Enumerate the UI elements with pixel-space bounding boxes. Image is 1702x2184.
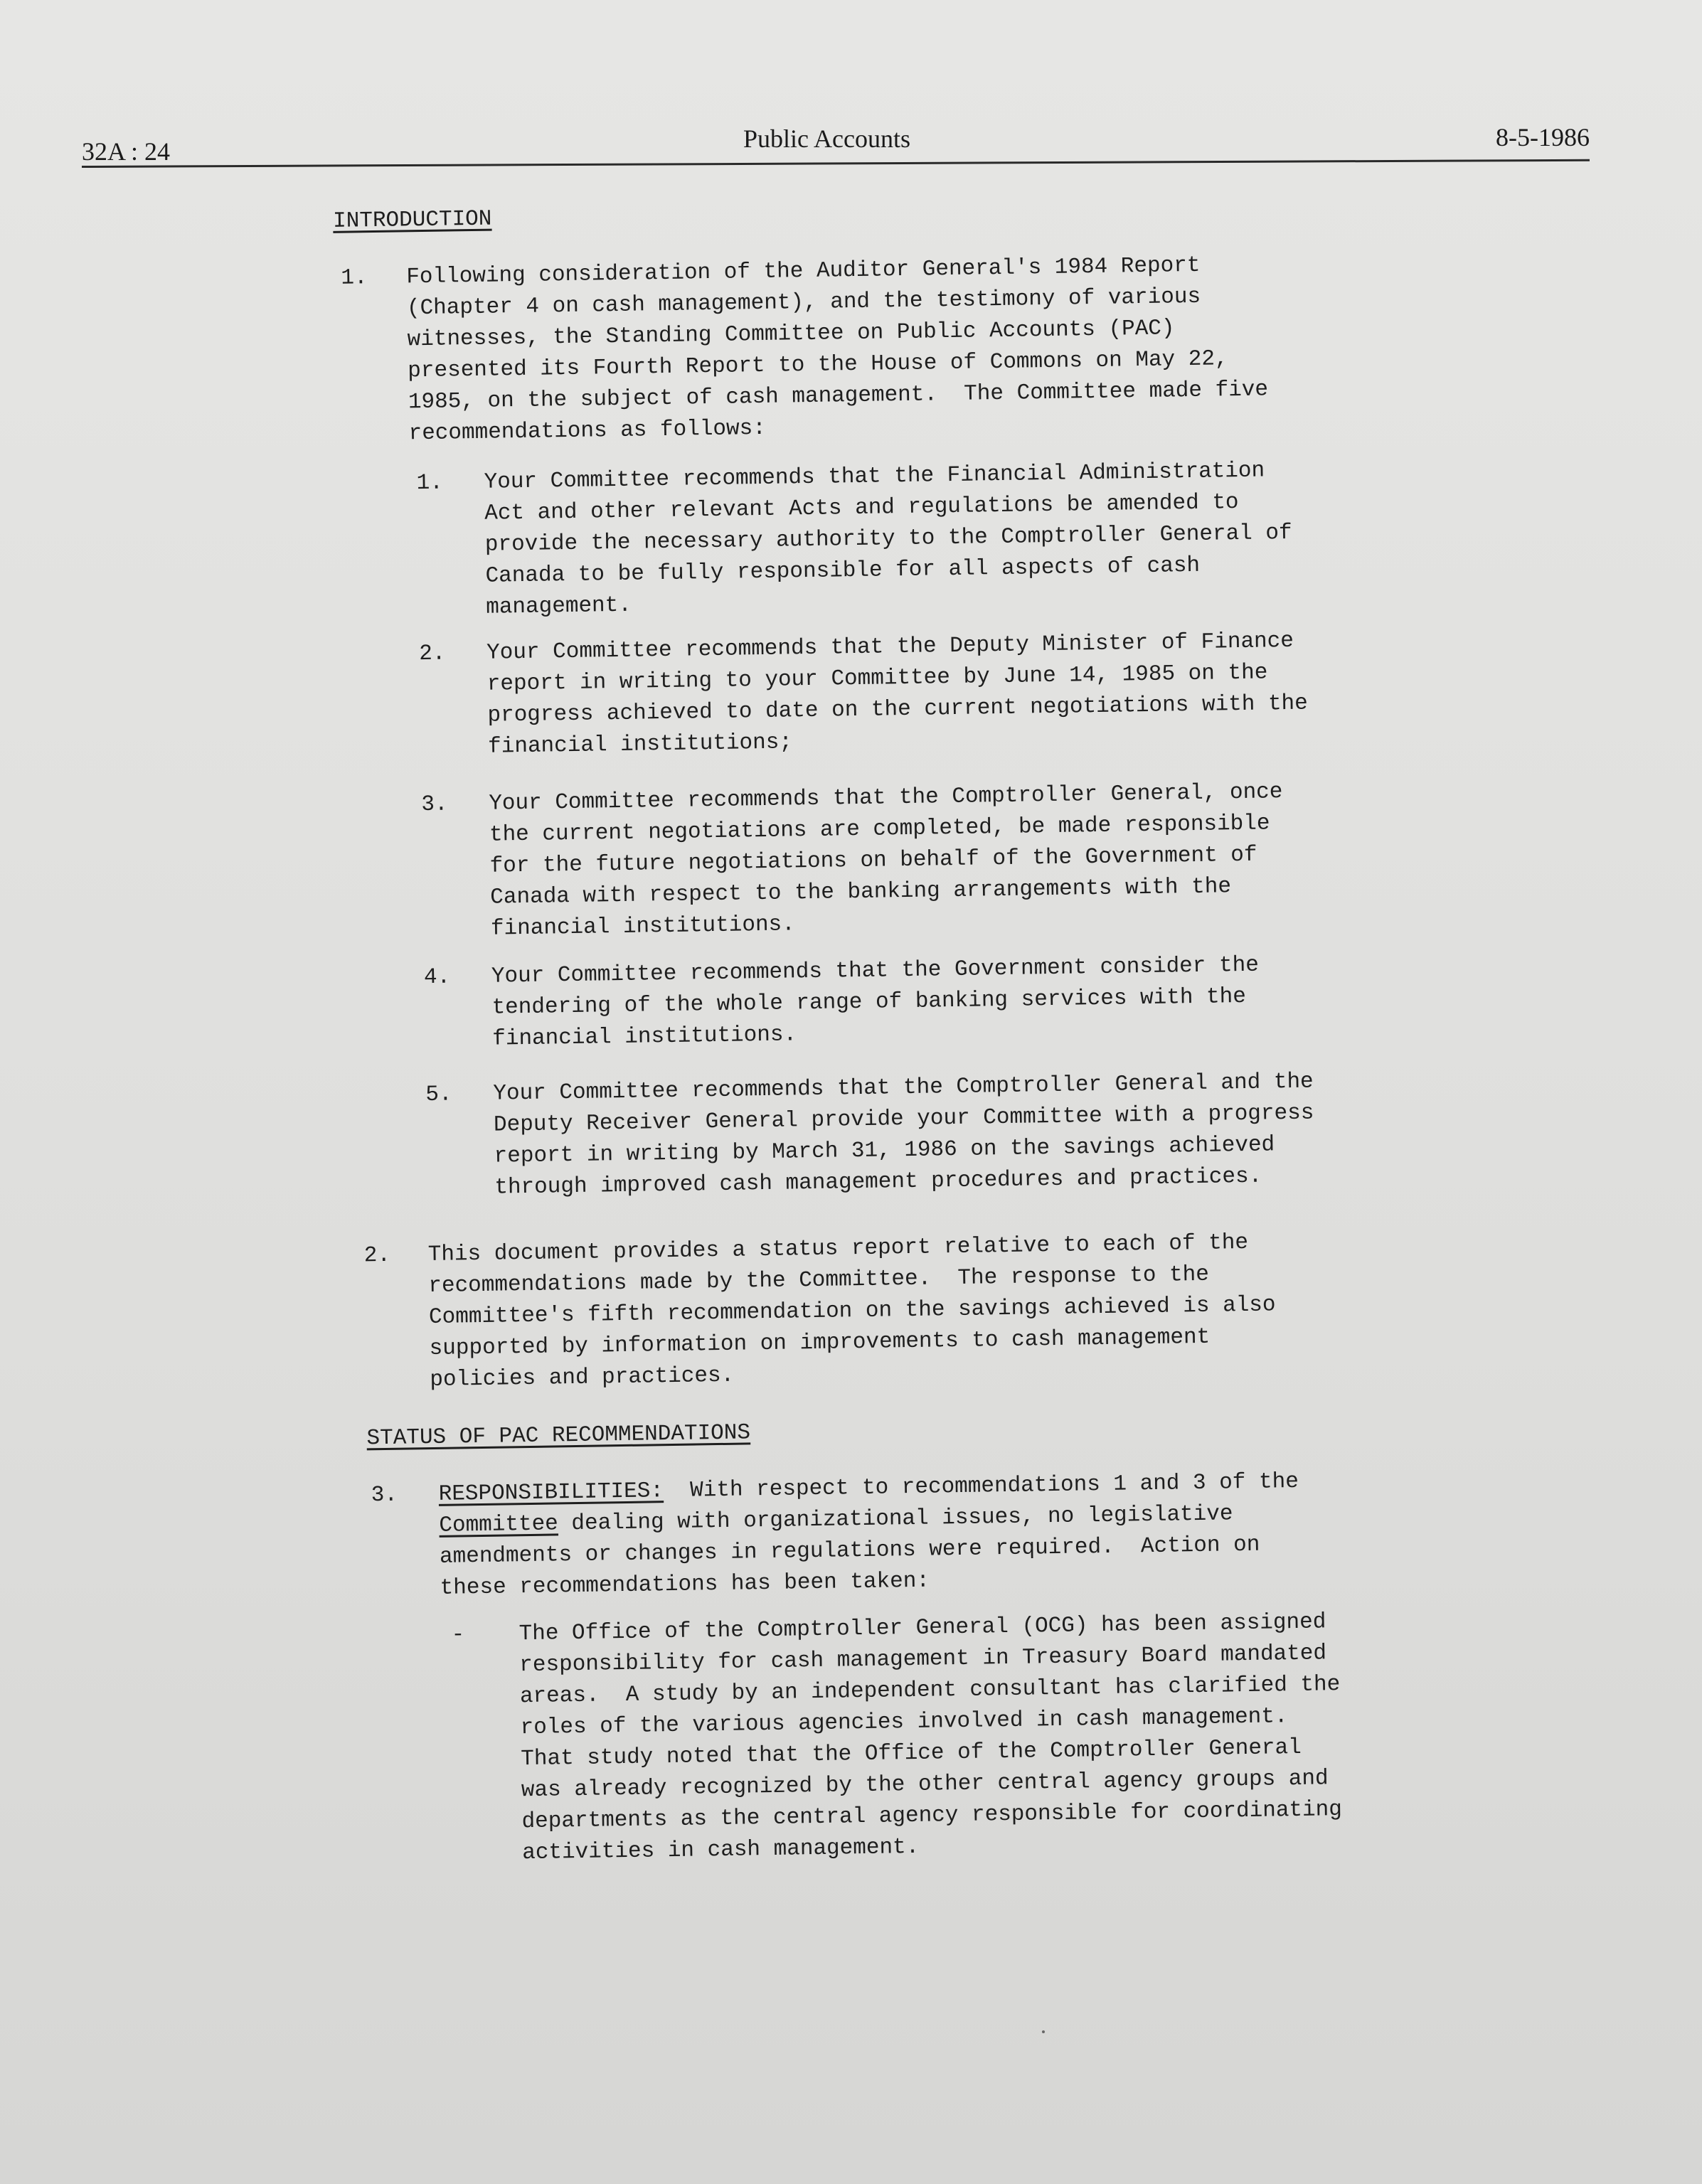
recommendation-number-2: 2. bbox=[418, 641, 446, 667]
recommendation-number-1: 1. bbox=[416, 470, 444, 496]
paragraph-3-first-line-rest: With respect to recommendations 1 and 3 of the bbox=[663, 1469, 1299, 1504]
recommendation-4: Your Committee recommends that the Government consider the tendering of the whole range of banking services with the financial institutions. bbox=[491, 952, 1260, 1052]
committee-word: Committee bbox=[439, 1511, 559, 1538]
header-date: 8-5-1986 bbox=[1496, 123, 1590, 151]
introduction-heading: INTRODUCTION bbox=[332, 206, 492, 234]
recommendation-3: Your Committee recommends that the Comptroller General, once the current negotiations are completed, be made responsible for the future negotiations on behalf of the Government of Canada with respect to the banking arrangements with the financial institutions. bbox=[489, 779, 1283, 942]
paragraph-1: Following consideration of the Auditor General's 1984 Report (Chapter 4 on cash management), and the testimony of various witnesses, the Standing Committee on Public Accounts (PAC) presented its Fourth Report to the House of Commons on May 22, 1985, on the subject of cash management. The Committee made five recommendations as follows: bbox=[406, 252, 1269, 447]
status-heading: STATUS OF PAC RECOMMENDATIONS bbox=[366, 1420, 751, 1451]
header-title: Public Accounts bbox=[743, 124, 910, 153]
bullet-dash: - bbox=[451, 1622, 465, 1648]
paragraph-3-body bbox=[439, 1498, 1260, 1604]
responsibilities-label: RESPONSIBILITIES: bbox=[438, 1479, 664, 1507]
recommendation-2: Your Committee recommends that the Deputy Minister of Finance report in writing to your Committee by June 14, 1985 on the progress achieved to date on the current negotiations with the financial institutions; bbox=[486, 628, 1309, 760]
paragraph-number-3: 3. bbox=[371, 1482, 398, 1508]
paragraph-number-2: 2. bbox=[363, 1242, 391, 1269]
recommendation-1: Your Committee recommends that the Financial Administration Act and other relevant Acts and regulations be amended to provide the necessary authority to the Comptroller General of Canada to be fully responsible for all aspects of cash management. bbox=[484, 458, 1292, 620]
recommendation-number-4: 4. bbox=[423, 964, 451, 991]
bullet-paragraph: The Office of the Comptroller General (OCG) has been assigned responsibility for cash management in Treasury Board mandated areas. A study by an independent consultant has clarified the roles of the various agencies involved in cash management. That study noted that the Office of the Comptroller General was already recognized by the other central agency groups and departments as the central agency responsible for coordinating activities in cash management. bbox=[518, 1609, 1343, 1866]
paragraph-3-continued: dealing with organizational issues, no legislative amendments or changes in regulations were required. Action on these recommendations has been taken: bbox=[439, 1501, 1260, 1601]
recommendation-number-3: 3. bbox=[421, 792, 448, 818]
paragraph-2: This document provides a status report relative to each of the recommendations made by the Committee. The response to the Committee's fifth recommendation on the savings achieved is also supported by information on improvements to cash management policies and practices. bbox=[427, 1230, 1276, 1393]
recommendation-number-5: 5. bbox=[425, 1082, 452, 1108]
page-reference: 32A : 24 bbox=[82, 137, 171, 166]
recommendation-5: Your Committee recommends that the Comptroller General and the Deputy Receiver General provide your Committee with a progress report in writing by March 31, 1986 on the savings achieved through improved cash management procedures and practices. bbox=[493, 1069, 1314, 1200]
paragraph-number-1: 1. bbox=[341, 265, 368, 291]
page-speck bbox=[1042, 2030, 1045, 2033]
